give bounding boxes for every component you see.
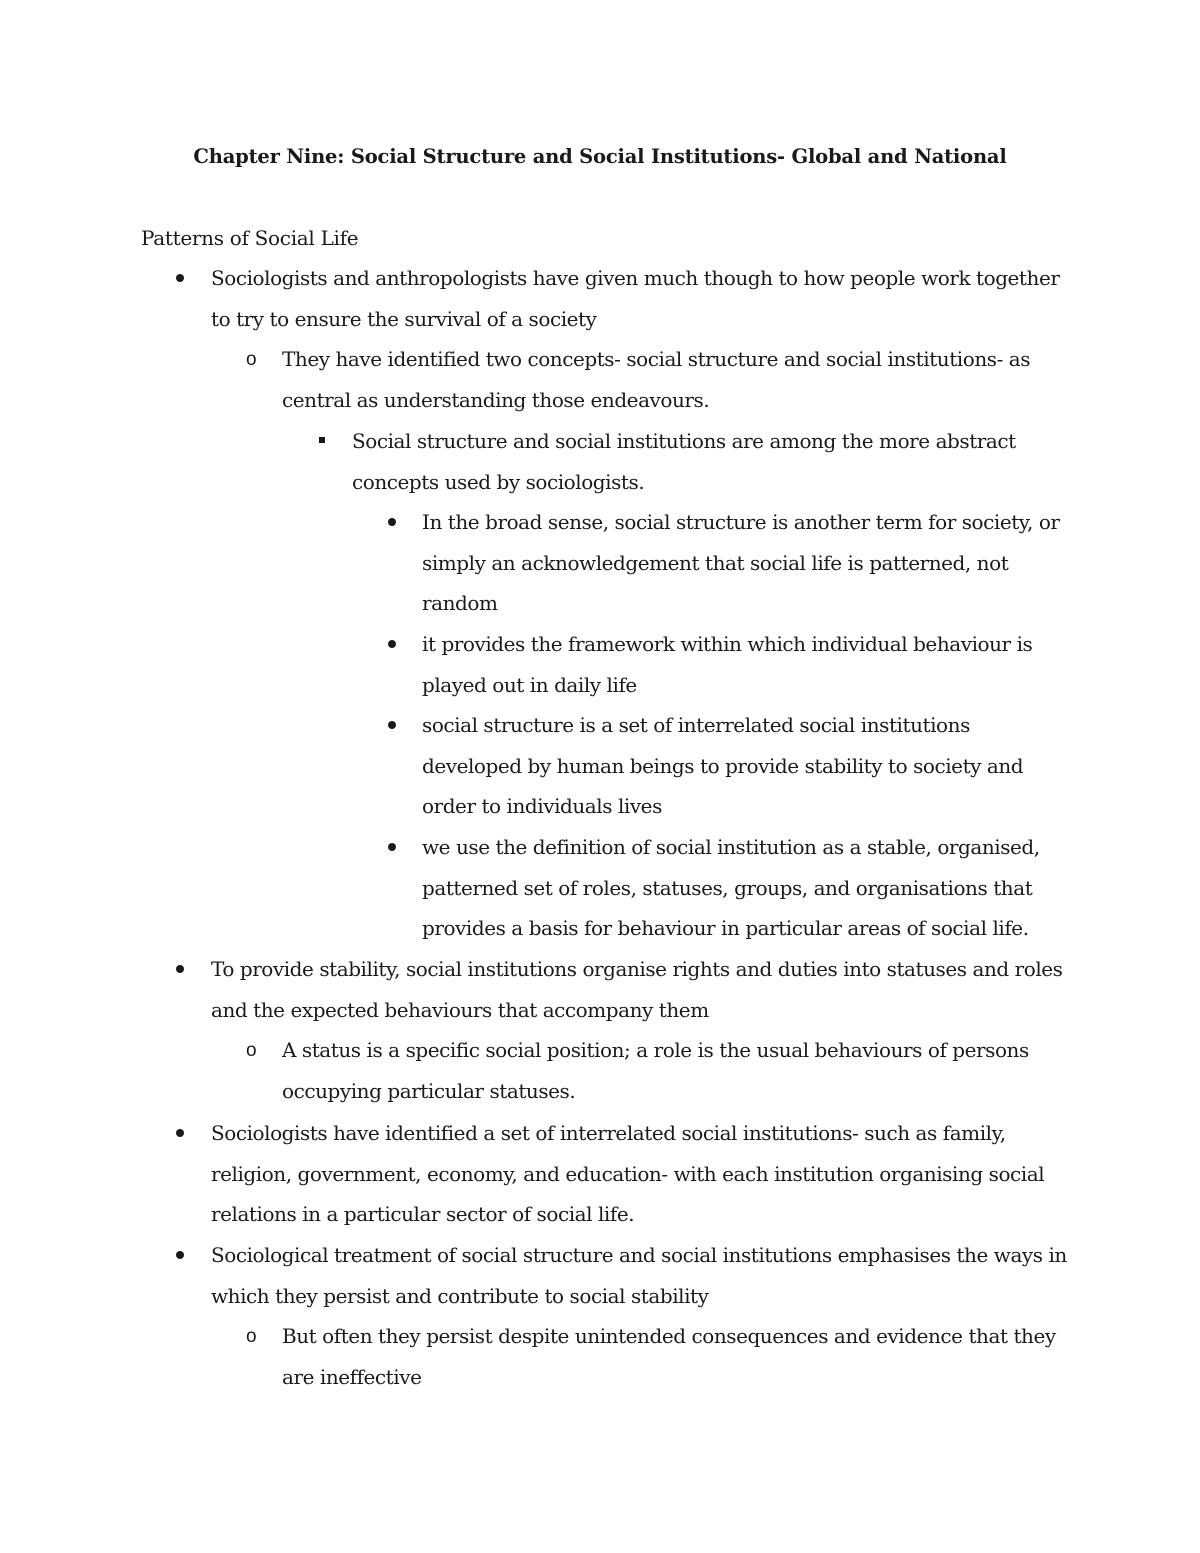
bullet-disc-icon [176, 1129, 184, 1137]
bullet-square-icon [319, 437, 325, 443]
bullet-disc-icon [176, 965, 184, 973]
list-item: To provide stability, social institutions organise rights and duties into statuses and roles and the expected behaviours that accompany them [211, 957, 1063, 1022]
bullet-disc-icon [388, 518, 396, 526]
bullet-circle-icon: o [246, 1040, 257, 1061]
list-item: Social structure and social institutions are among the more abstract concepts used by sociologists. [352, 429, 1016, 494]
list-item: Sociologists have identified a set of interrelated social institutions- such as family, religion, government, economy, and education- with each institution organising social relations in a particular sector of social life. [211, 1121, 1045, 1227]
bullet-disc-icon [176, 1251, 184, 1259]
bullet-circle-icon: o [246, 349, 257, 370]
bullet-disc-icon [388, 721, 396, 729]
list-item: A status is a specific social position; a role is the usual behaviours of persons occupying particular statuses. [282, 1038, 1029, 1103]
section-heading: Patterns of Social Life [141, 226, 359, 250]
list-item: we use the definition of social institution as a stable, organised, patterned set of roles, statuses, groups, and organisations that provides a basis for behaviour in particular areas of social life. [422, 835, 1040, 941]
list-item: But often they persist despite unintended consequences and evidence that they are ineffective [282, 1324, 1056, 1389]
list-item: social structure is a set of interrelated social institutions developed by human beings to provide stability to society and order to individuals lives [422, 713, 1024, 819]
bullet-circle-icon: o [246, 1326, 257, 1347]
list-item: They have identified two concepts- social structure and social institutions- as central as understanding those endeavours. [282, 347, 1031, 412]
list-item: In the broad sense, social structure is another term for society, or simply an acknowledgement that social life is patterned, not random [422, 510, 1060, 616]
page-title: Chapter Nine: Social Structure and Social Institutions- Global and National [193, 145, 1007, 168]
bullet-disc-icon [388, 843, 396, 851]
bullet-disc-icon [388, 640, 396, 648]
list-item: it provides the framework within which individual behaviour is played out in daily life [422, 632, 1033, 697]
list-item: Sociological treatment of social structure and social institutions emphasises the ways in which they persist and contribute to social stability [211, 1243, 1067, 1308]
list-item: Sociologists and anthropologists have given much though to how people work together to try to ensure the survival of a society [211, 266, 1060, 331]
bullet-disc-icon [176, 274, 184, 282]
